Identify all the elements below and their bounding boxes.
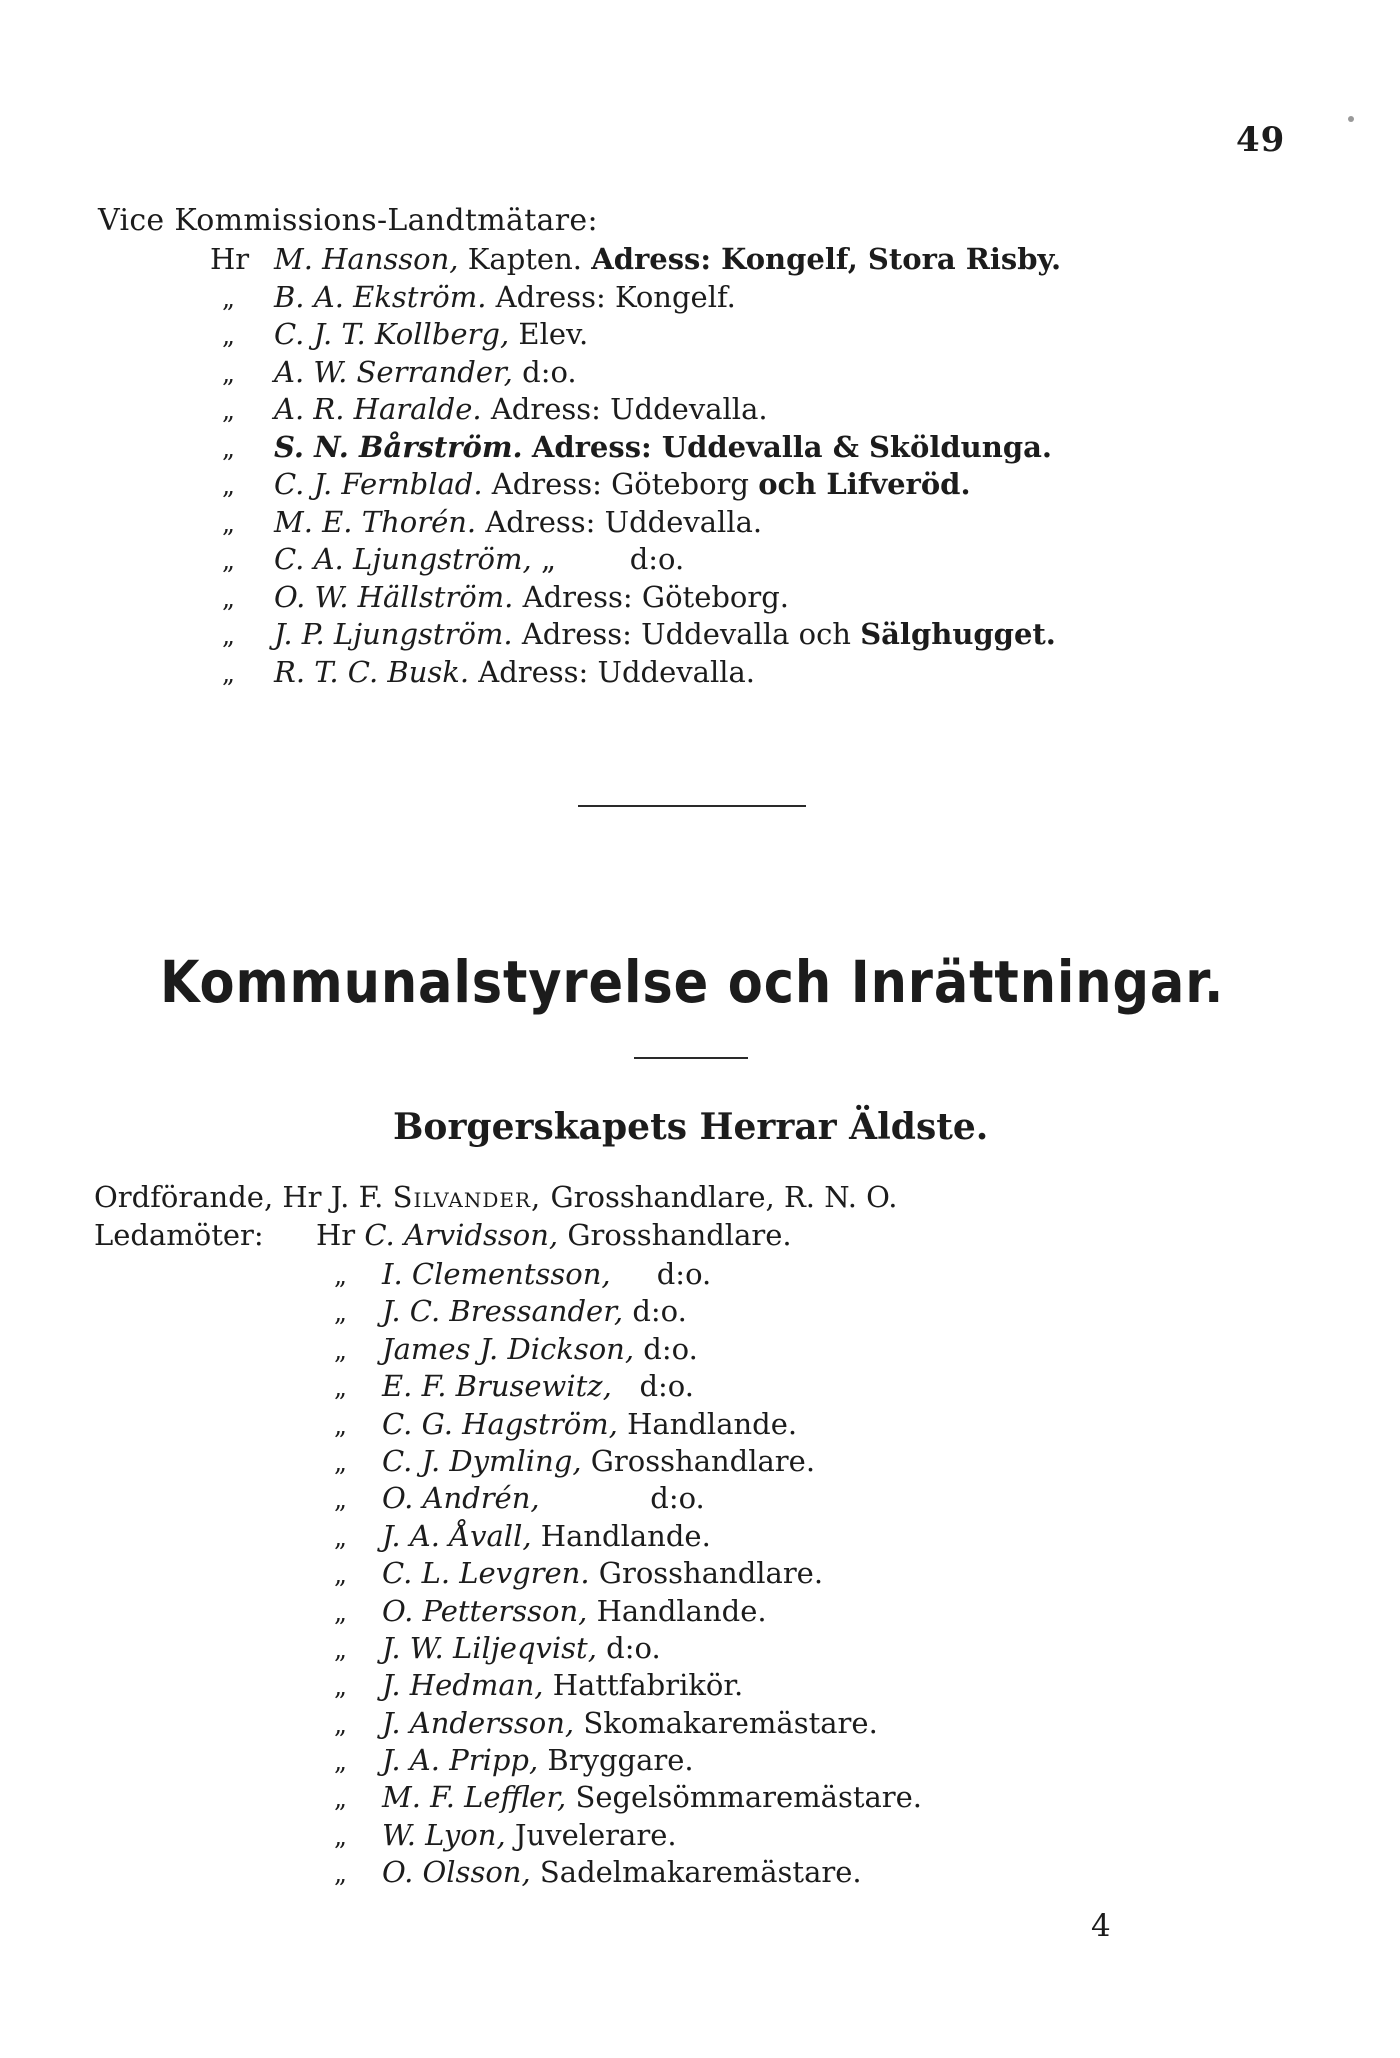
- members-list: [334, 1256, 922, 1892]
- ditto-mark: „: [222, 658, 235, 688]
- entry-address: Adress: Uddevalla & Sköldunga.: [531, 429, 1052, 464]
- list-item: [334, 1293, 922, 1330]
- ditto-mark: „: [334, 1335, 347, 1365]
- ditto-mark: „: [222, 471, 235, 500]
- list-item: [334, 1368, 922, 1405]
- list-item: [334, 1593, 922, 1630]
- list-item: [210, 504, 1061, 542]
- members-line: [94, 1218, 792, 1252]
- ditto-mark: „: [222, 546, 235, 575]
- section-divider: [578, 805, 806, 807]
- list-item: [334, 1443, 922, 1480]
- list-item: [334, 1331, 922, 1368]
- member-name: C. Arvidsson,: [364, 1218, 559, 1252]
- ditto-mark: „: [222, 433, 235, 463]
- page-number: 49: [1236, 120, 1286, 160]
- member-name: O. Pettersson,: [382, 1593, 588, 1628]
- list-item: [210, 279, 1061, 317]
- entry-address: och Lifveröd.: [758, 467, 971, 501]
- ditto-mark: „: [334, 1747, 347, 1777]
- list-item: [210, 616, 1061, 654]
- ditto-mark: „: [334, 1261, 347, 1290]
- entry-name: B. A. Ekström.: [274, 279, 487, 314]
- ditto-mark: „: [222, 508, 235, 538]
- title-divider: [634, 1057, 748, 1059]
- list-item: [334, 1555, 922, 1592]
- chair-prefix: Hr J. F.: [282, 1180, 384, 1214]
- member-name: J. A. Åvall,: [382, 1518, 532, 1553]
- member-detail: Bryggare.: [547, 1743, 694, 1778]
- member-name: W. Lyon,: [382, 1817, 506, 1852]
- chair-detail: Grosshandlare, R. N. O.: [550, 1180, 898, 1214]
- list-item: [334, 1817, 922, 1854]
- member-detail: Grosshandlare.: [567, 1218, 792, 1252]
- member-detail: d:o.: [650, 1481, 705, 1516]
- ditto-mark: „: [334, 1784, 347, 1814]
- list-item: [210, 354, 1061, 392]
- member-detail: d:o.: [643, 1331, 698, 1366]
- entry-name: A. R. Haralde.: [274, 392, 482, 426]
- list-item: [334, 1854, 922, 1891]
- member-name: C. G. Hagström,: [382, 1406, 618, 1441]
- list-item: [334, 1742, 922, 1779]
- entry-detail: Adress: Kongelf.: [495, 279, 736, 314]
- list-item: [334, 1630, 922, 1667]
- list-item: [334, 1779, 922, 1816]
- signature-number: 4: [1091, 1908, 1111, 1944]
- list-item: [210, 241, 1061, 279]
- list-item: [334, 1705, 922, 1742]
- entry-detail: „ d:o.: [540, 542, 685, 576]
- member-name: James J. Dickson,: [382, 1331, 635, 1366]
- entry-detail: Adress: Göteborg.: [522, 579, 790, 614]
- list-item: [334, 1480, 922, 1517]
- member-detail: Handlande.: [596, 1593, 767, 1628]
- ditto-mark: „: [222, 321, 235, 350]
- list-item: [210, 466, 1061, 504]
- vice-heading: Vice Kommissions-Landtmätare:: [98, 203, 598, 238]
- ditto-mark: „: [222, 583, 235, 613]
- member-name: C. L. Levgren.: [382, 1556, 590, 1591]
- member-detail: Hattfabrikör.: [552, 1668, 744, 1703]
- member-detail: d:o.: [606, 1630, 661, 1665]
- ditto-mark: „: [222, 621, 235, 650]
- ditto-mark: „: [334, 1821, 347, 1851]
- entry-name: A. W. Serrander,: [274, 354, 513, 389]
- list-item: [210, 654, 1061, 692]
- member-name: J. W. Liljeqvist,: [382, 1630, 597, 1665]
- member-name: J. Andersson,: [382, 1705, 575, 1740]
- ditto-mark: „: [222, 396, 235, 425]
- member-name: J. Hedman,: [382, 1668, 544, 1703]
- ditto-mark: „: [334, 1447, 347, 1477]
- entry-name: S. N. Bårström.: [274, 429, 523, 464]
- list-item: [210, 316, 1061, 354]
- entry-name: O. W. Hällström.: [274, 579, 514, 614]
- ditto-mark: „: [334, 1672, 347, 1702]
- member-name: O. Olsson,: [382, 1855, 531, 1890]
- section-title: Kommunalstyrelse och Inrättningar.: [160, 948, 1225, 1016]
- entry-name: C. J. Fernblad.: [274, 467, 483, 501]
- ditto-mark: „: [334, 1597, 347, 1627]
- entry-detail: Adress: Uddevalla och: [521, 617, 851, 651]
- member-name: E. F. Brusewitz,: [382, 1369, 612, 1404]
- ditto-mark: „: [334, 1298, 347, 1328]
- member-detail: d:o.: [632, 1294, 687, 1329]
- ditto-mark: „: [334, 1373, 347, 1403]
- entry-name: M. Hansson,: [274, 242, 459, 276]
- list-item: [210, 579, 1061, 617]
- list-item: [334, 1256, 922, 1293]
- list-item: [210, 541, 1061, 579]
- entry-detail: Adress: Uddevalla.: [485, 504, 763, 539]
- entry-prefix: Hr: [210, 242, 250, 276]
- entry-detail: Elev.: [518, 317, 589, 351]
- member-name: J. C. Bressander,: [382, 1294, 624, 1329]
- member-detail: Sadelmakaremästare.: [539, 1855, 862, 1890]
- ditto-mark: „: [222, 283, 235, 313]
- list-item: [334, 1667, 922, 1704]
- speck-mark: [1348, 116, 1354, 122]
- list-item: [334, 1518, 922, 1555]
- ditto-mark: „: [334, 1522, 347, 1552]
- member-name: M. F. Leffler,: [382, 1780, 567, 1815]
- vice-list: [210, 241, 1061, 691]
- member-detail: Skomakaremästare.: [583, 1705, 878, 1740]
- entry-name: M. E. Thorén.: [274, 504, 477, 539]
- entry-name: C. A. Ljungström,: [274, 542, 532, 576]
- members-label: Ledamöter:: [94, 1218, 264, 1252]
- entry-detail: d:o.: [522, 354, 577, 389]
- members-prefix: Hr: [316, 1218, 356, 1252]
- member-detail: Juvelerare.: [514, 1817, 677, 1852]
- entry-name: J. P. Ljungström.: [274, 617, 513, 651]
- ditto-mark: „: [334, 1560, 347, 1590]
- subsection-title: Borgerskapets Herrar Äldste.: [393, 1106, 989, 1148]
- member-name: I. Clementsson,: [382, 1257, 611, 1291]
- list-item: [210, 429, 1061, 467]
- entry-name: C. J. T. Kollberg,: [274, 317, 510, 351]
- ditto-mark: „: [334, 1709, 347, 1739]
- entry-address: Adress: Kongelf, Stora Risby.: [591, 242, 1062, 276]
- ditto-mark: „: [334, 1485, 347, 1515]
- member-detail: Handlande.: [540, 1518, 711, 1553]
- entry-address: Sälghugget.: [860, 617, 1056, 651]
- chair-label: Ordförande,: [94, 1180, 274, 1214]
- entry-detail: Adress: Göteborg: [491, 467, 749, 501]
- member-name: O. Andrén,: [382, 1481, 540, 1516]
- chair-name: Silvander,: [392, 1180, 542, 1214]
- member-name: C. J. Dymling,: [382, 1443, 582, 1478]
- ditto-mark: „: [334, 1634, 347, 1664]
- ditto-mark: „: [334, 1859, 347, 1889]
- list-item: [334, 1406, 922, 1443]
- member-detail: Grosshandlare.: [598, 1556, 824, 1591]
- member-name: J. A. Pripp,: [382, 1743, 539, 1778]
- member-detail: Handlande.: [627, 1406, 798, 1441]
- ditto-mark: „: [334, 1410, 347, 1440]
- entry-name: R. T. C. Busk.: [274, 654, 470, 689]
- member-detail: d:o.: [656, 1257, 712, 1291]
- entry-detail: Adress: Uddevalla.: [478, 654, 756, 689]
- member-detail: Grosshandlare.: [590, 1443, 816, 1478]
- ditto-mark: „: [222, 358, 235, 388]
- member-detail: d:o.: [639, 1369, 694, 1404]
- member-detail: Segelsömmaremästare.: [575, 1780, 923, 1815]
- entry-detail: Kapten.: [467, 242, 582, 276]
- chair-line: [94, 1180, 897, 1214]
- list-item: [210, 391, 1061, 429]
- entry-detail: Adress: Uddevalla.: [490, 392, 768, 426]
